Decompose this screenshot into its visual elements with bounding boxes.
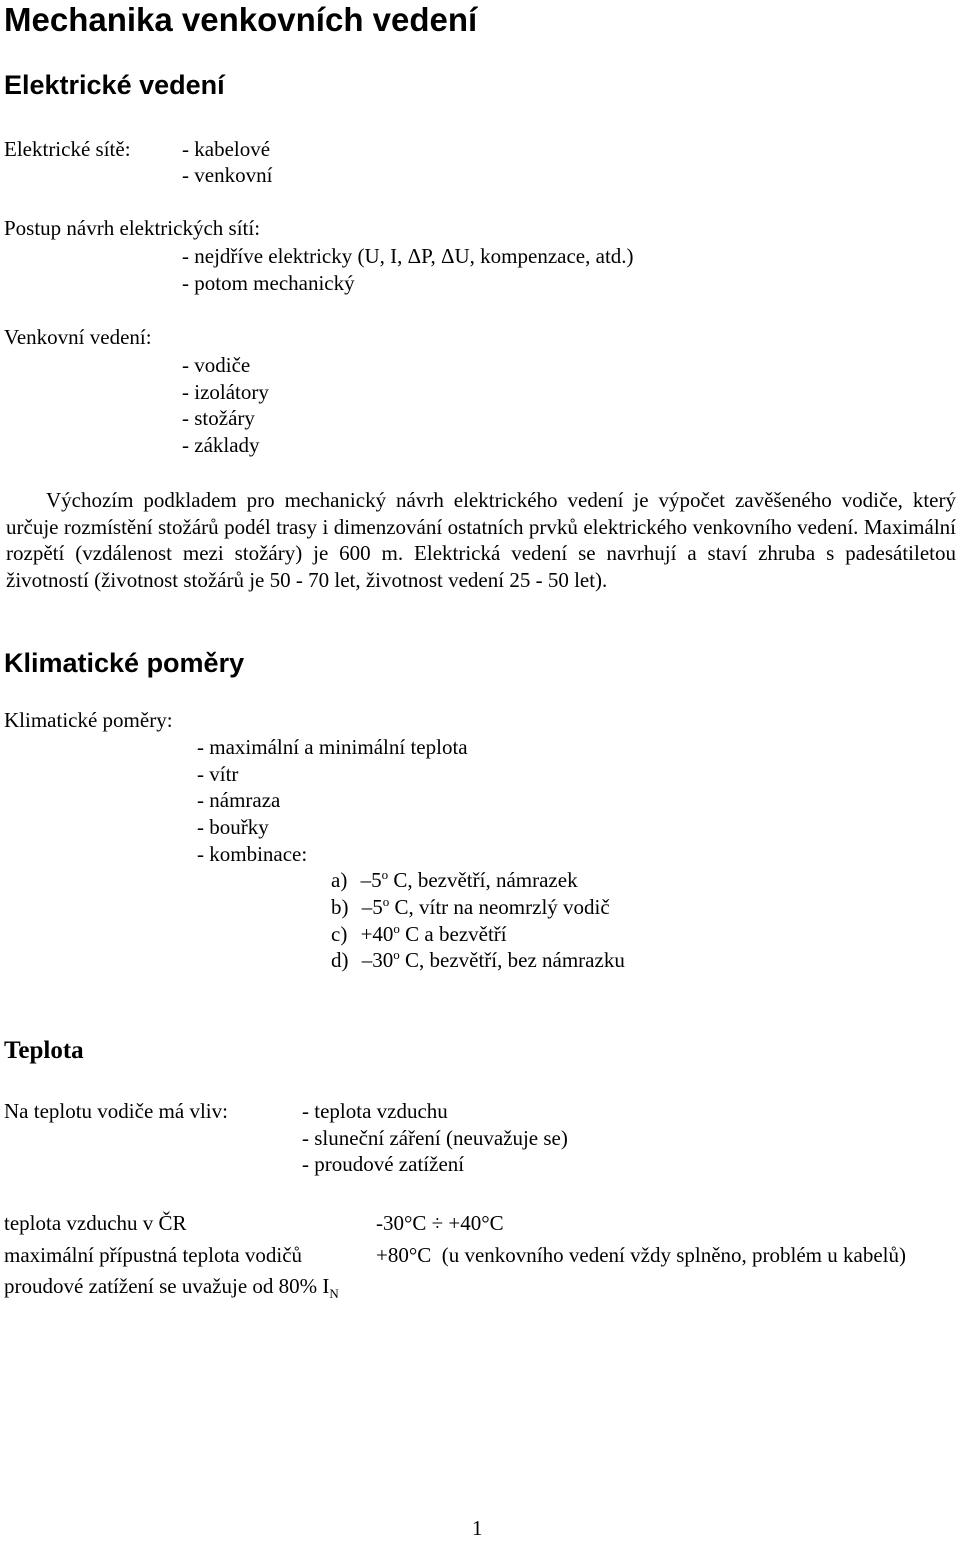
intro-paragraph (6, 487, 956, 593)
list-item: - proudové zatížení (302, 1152, 465, 1176)
load-text-subscript: N (329, 1286, 339, 1302)
influence-label: Na teplotu vodiče má vliv: (4, 1099, 228, 1123)
list-item: - kabelové (182, 137, 271, 161)
combination-item (331, 947, 625, 972)
networks-label: Elektrické sítě: (4, 137, 131, 161)
list-item: - sluneční záření (neuvažuje se) (302, 1126, 568, 1150)
degree-mark: o (381, 867, 389, 882)
combination-value: –5 (360, 868, 382, 892)
page-title: Mechanika venkovních vedení (4, 1, 478, 38)
list-item: - vodiče (182, 353, 251, 377)
combination-letter: c) (331, 922, 348, 946)
degree-mark: o (382, 894, 390, 909)
list-item: - bouřky (197, 815, 269, 839)
list-item: - námraza (197, 788, 281, 812)
combination-value: +40 (360, 922, 394, 946)
combination-text: C, bezvětří, námrazek (388, 868, 578, 892)
list-item: - venkovní (182, 163, 273, 187)
list-item: - teplota vzduchu (302, 1099, 448, 1123)
combination-text: C a bezvětří (399, 922, 507, 946)
list-item: - vítr (197, 762, 239, 786)
load-text-main: proudové zatížení se uvažuje od 80% I (4, 1274, 330, 1298)
combination-item (331, 894, 610, 919)
combination-item (331, 921, 507, 946)
list-item: - potom mechanický (182, 271, 355, 295)
max-temp-label: maximální přípustná teplota vodičů (4, 1243, 303, 1267)
list-item: - nejdříve elektricky (U, I, ΔP, ΔU, kompenzace, atd.) (182, 244, 634, 268)
combination-value: –30 (361, 948, 394, 972)
page-number: 1 (472, 1516, 483, 1540)
air-temp-label: teplota vzduchu v ČR (4, 1211, 187, 1235)
combination-text: C, vítr na neomrzlý vodič (389, 895, 610, 919)
section-heading-electric-lines: Elektrické vedení (4, 70, 225, 100)
list-item: - kombinace: (197, 842, 308, 866)
degree-mark: o (393, 947, 400, 962)
section-heading-temperature: Teplota (4, 1037, 84, 1064)
procedure-label: Postup návrh elektrických sítí: (4, 216, 261, 240)
load-text (4, 1274, 339, 1302)
air-temp-value: -30°C ÷ +40°C (376, 1211, 504, 1235)
list-item: - maximální a minimální teplota (197, 735, 468, 759)
max-temp-value: +80°C (u venkovního vedení vždy splněno, problém u kabelů) (376, 1243, 906, 1267)
combination-item (331, 867, 578, 892)
combination-letter: d) (331, 948, 349, 972)
list-item: - izolátory (182, 380, 269, 404)
combination-letter: b) (331, 895, 349, 919)
overhead-label: Venkovní vedení: (4, 325, 152, 349)
list-item: - stožáry (182, 406, 255, 430)
combination-value: –5 (361, 895, 383, 919)
degree-mark: o (393, 921, 400, 936)
list-item: - základy (182, 433, 260, 457)
combination-letter: a) (331, 868, 348, 892)
section-heading-climate: Klimatické poměry (4, 648, 245, 678)
combination-text: C, bezvětří, bez námrazku (399, 948, 625, 972)
climate-label: Klimatické poměry: (4, 708, 173, 732)
intro-paragraph-text: Výchozím podkladem pro mechanický návrh elektrického vedení je výpočet zavěšeného vodiče, který určuje rozmístění stožárů podél trasy i dimenzování ostatních prvků elektrického venkovního vedení. Maximální rozpětí (vzdálenost mezi stožáry) je 600 m. Elektrická vedení se navrhují a staví zhruba s padesátiletou životností (životnost stožárů je 50 - 70 let, životnost vedení 25 - 50 let). (6, 488, 956, 592)
